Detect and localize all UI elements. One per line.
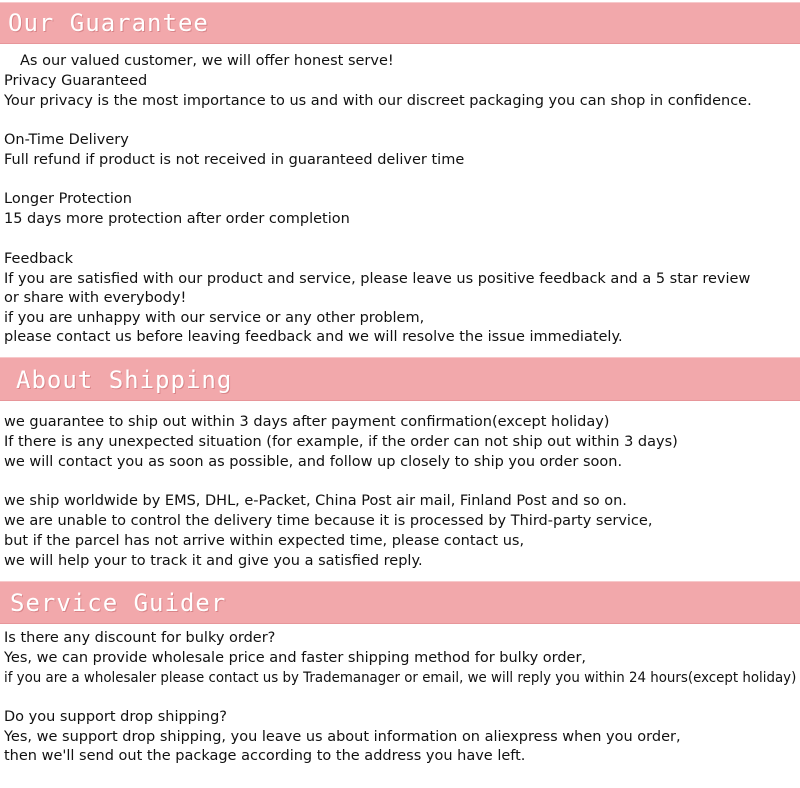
shipping-para1-line: we guarantee to ship out within 3 days after payment confirmation(except holiday) — [4, 414, 610, 430]
privacy-heading: Privacy Guaranteed — [4, 73, 148, 89]
feedback-line: if you are unhappy with our service or any other problem, — [4, 310, 425, 326]
guarantee-intro: As our valued customer, we will offer honest serve! — [20, 53, 394, 69]
protection-heading: Longer Protection — [4, 191, 132, 207]
shipping-para1-line: If there is any unexpected situation (for example, if the order can not ship out within 3 days) — [4, 434, 678, 450]
feedback-line: or share with everybody! — [4, 290, 187, 306]
guarantee-banner — [0, 2, 800, 44]
shipping-para2-line: but if the parcel has not arrive within expected time, please contact us, — [4, 533, 525, 549]
protection-text: 15 days more protection after order completion — [4, 211, 350, 227]
shipping-para2-line: we are unable to control the delivery time because it is processed by Third-party service, — [4, 513, 653, 529]
shipping-banner — [0, 357, 800, 401]
shipping-para2-line: we will help your to track it and give you a satisfied reply. — [4, 553, 423, 569]
service-question-2: Do you support drop shipping? — [4, 709, 228, 725]
service-answer-1-line: if you are a wholesaler please contact us by Trademanager or email, we will reply you within 24 hours(except holiday) — [4, 670, 797, 686]
delivery-text: Full refund if product is not received in guaranteed deliver time — [4, 152, 465, 168]
service-question-1: Is there any discount for bulky order? — [4, 630, 276, 646]
service-answer-1-line: Yes, we can provide wholesale price and faster shipping method for bulky order, — [4, 650, 587, 666]
service-title: Service Guider — [10, 589, 227, 617]
service-answer-2-line: Yes, we support drop shipping, you leave us about information on aliexpress when you order, — [4, 729, 681, 745]
delivery-heading: On-Time Delivery — [4, 132, 129, 148]
shipping-title: About Shipping — [16, 366, 233, 394]
guarantee-title: Our Guarantee — [8, 9, 209, 37]
service-banner — [0, 581, 800, 624]
feedback-line: please contact us before leaving feedback and we will resolve the issue immediately. — [4, 329, 623, 345]
privacy-text: Your privacy is the most importance to us and with our discreet packaging you can shop in confidence. — [4, 93, 752, 109]
feedback-line: If you are satisfied with our product and service, please leave us positive feedback and a 5 star review — [4, 271, 751, 287]
feedback-heading: Feedback — [4, 251, 74, 267]
service-answer-2-line: then we'll send out the package according to the address you have left. — [4, 748, 526, 764]
shipping-para1-line: we will contact you as soon as possible, and follow up closely to ship you order soon. — [4, 454, 623, 470]
shipping-para2-line: we ship worldwide by EMS, DHL, e-Packet, China Post air mail, Finland Post and so on. — [4, 493, 627, 509]
